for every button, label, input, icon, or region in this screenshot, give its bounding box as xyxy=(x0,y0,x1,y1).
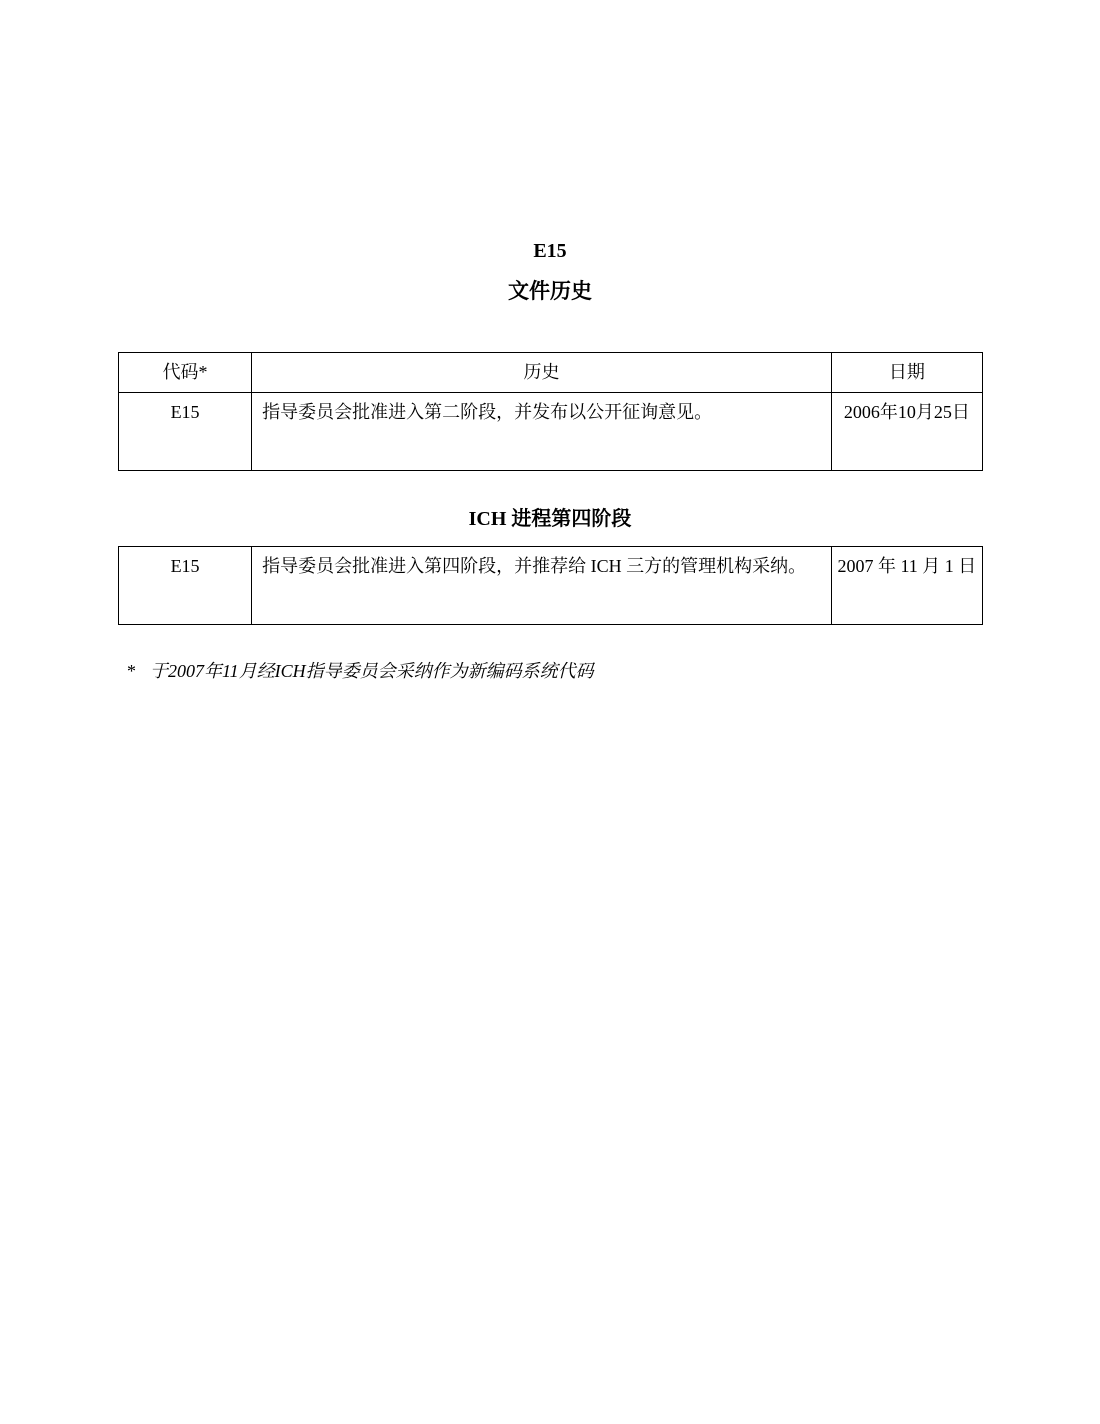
table-row xyxy=(119,547,983,625)
footnote-marker: * xyxy=(127,661,136,681)
stage-section-title: ICH 进程第四阶段 xyxy=(468,508,632,530)
header-date: 日期 xyxy=(831,353,982,393)
footnote xyxy=(127,658,594,684)
row-code: E15 xyxy=(119,547,252,625)
table-header-row xyxy=(119,353,983,393)
document-title: 文件历史 xyxy=(508,279,592,303)
row-history: 指导委员会批准进入第二阶段，并发布以公开征询意见。 xyxy=(252,393,832,471)
table-row xyxy=(119,393,983,471)
stage-table xyxy=(118,546,983,625)
header-code: 代码* xyxy=(119,353,252,393)
header-history: 历史 xyxy=(252,353,832,393)
row-date: 2006年10月25日 xyxy=(831,393,982,471)
row-history: 指导委员会批准进入第四阶段，并推荐给 ICH 三方的管理机构采纳。 xyxy=(252,547,832,625)
document-code: E15 xyxy=(533,240,567,262)
footnote-text: 于2007年11月经ICH指导委员会采纳作为新编码系统代码 xyxy=(150,661,594,681)
history-table xyxy=(118,352,983,471)
row-date: 2007 年 11 月 1 日 xyxy=(831,547,982,625)
row-code: E15 xyxy=(119,393,252,471)
